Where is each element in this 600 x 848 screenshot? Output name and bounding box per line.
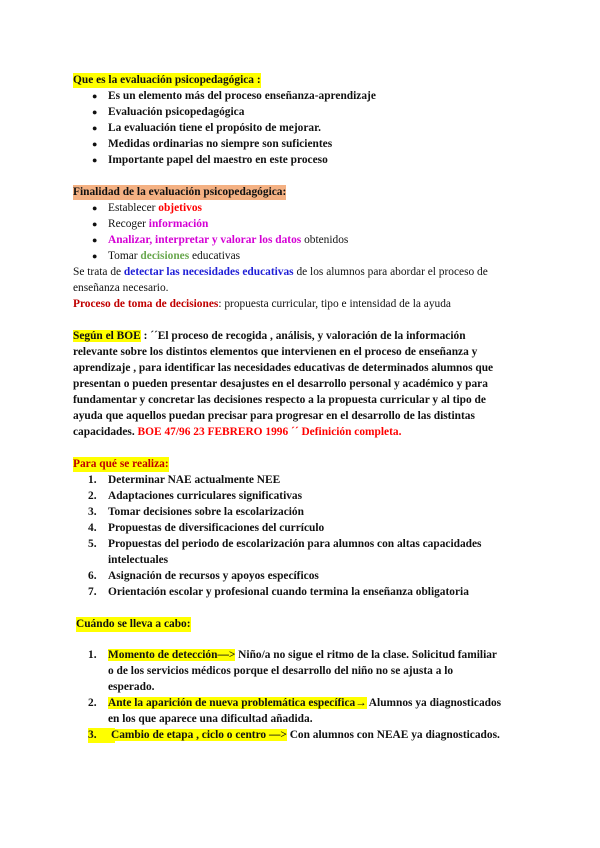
bullet-icon: ● bbox=[92, 203, 98, 213]
bullet-icon: ● bbox=[92, 219, 98, 229]
bullet-icon: ● bbox=[92, 139, 98, 149]
bullet-icon: ● bbox=[92, 123, 98, 133]
heading-text: Que es la evaluación psicopedagógica : bbox=[73, 74, 261, 86]
bullet-icon: ● bbox=[92, 251, 98, 261]
bullet-icon: ● bbox=[92, 91, 98, 101]
bullet-icon: ● bbox=[92, 107, 98, 117]
bullet-icon: ● bbox=[92, 235, 98, 245]
bullet-icon: ● bbox=[92, 155, 98, 165]
document-page: Que es la evaluación psicopedagógica : ● Es un elemento más del proceso enseñanza-aprendizaje ● Evaluación psicopedagógica ● La evaluación tiene el propósito de mejorar. ● Medidas ordinarias no siempre son suficientes ● Importante papel del maestro en este proceso Finalidad de la evaluación psicopedagógica: ● Establecer objetivos ● Recoger información ● Analizar, interpretar y valorar los datos obtenidos ● Tomar decisiones educativas Se trata de detectar las necesidades educativas de los alumnos para abordar el proceso de enseñanza necesario. Proceso de toma de decisiones: propuesta curricular, tipo e intensidad de la ayuda Según el BOE : ´´El proceso de recogida , análisis, y valoración de la información relevante sobre los distintos elementos que intervienen en el proceso de enseñanza y aprendizaje , para identificar las necesidades educativas de determinados alumnos que presentan o pueden presentar desajustes en el desarrollo personal y académico y para fundamentar y concretar las decisiones respecto a la propuesta curricular y al tipo de ayuda que aquellos puedan precisar para progresar en el desarrollo de las distintas capacidades. BOE 47/96 23 FEBRERO 1996 ´´ Definición completa. Para qué se realiza: 1. Determinar NAE actualmente NEE 2. Adaptaciones curriculares significativas 3. Tomar decisiones sobre la escolarización 4. Propuestas de diversificaciones del currículo 5. Propuestas del periodo de escolarización para alumnos con altas capacidades intelectuales 6. Asignación de recursos y apoyos específicos 7. Orientación escolar y profesional cuando termina la enseñanza obligatoria Cuándo se lleva a cabo: 1. Momento de detección—> Niño/a no sigue el ritmo de la clase. Solicitud familiar o de los servicios médicos porque el desarrollo del niño no se ajusta a lo esperado. 2. Ante la aparición de nueva problemática específica→ Alumnos ya diagnosticados en los que aparece una dificultad añadida. 3. Cambio de etapa , ciclo o centro —> Con alumnos con NEAE ya diagnosticados. bbox=[73, 74, 502, 741]
